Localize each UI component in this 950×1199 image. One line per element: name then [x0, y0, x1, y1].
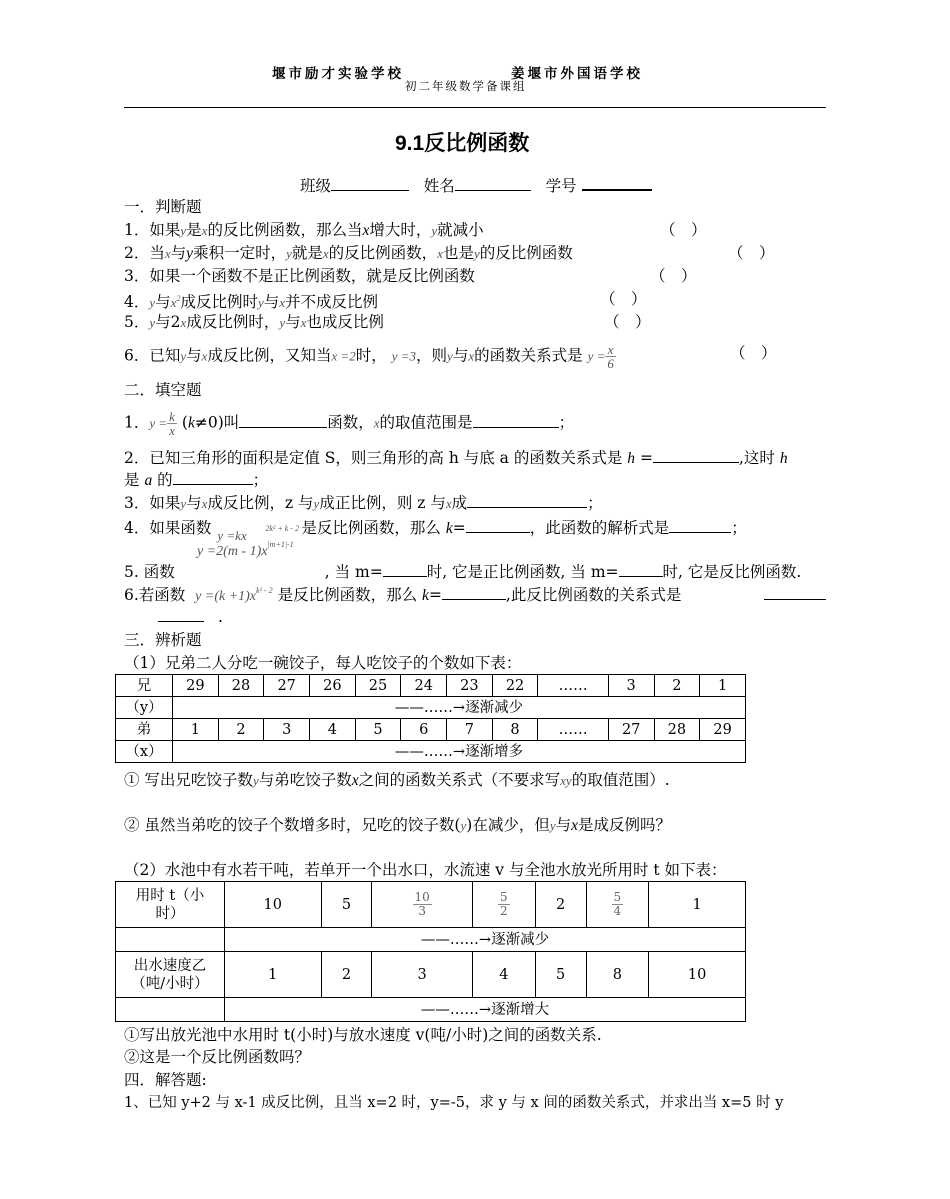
table-cell: 4: [473, 952, 536, 998]
s2-q3: 3．如果y与x成反比例，z 与y成正比例，则 z 与x成 ；: [124, 494, 603, 512]
header-school-left: 堰市励才实验学校: [272, 66, 404, 82]
s2-q5-blank-2[interactable]: [619, 562, 663, 577]
table-cell: 23: [447, 675, 493, 697]
table-cell: 2: [654, 675, 700, 697]
s2-q3-blank[interactable]: [467, 493, 587, 508]
table-cell: [116, 998, 225, 1022]
row-younger-label: 弟: [116, 719, 173, 741]
table-cell: 2: [535, 882, 586, 928]
s4-q1: 1、已知 y+2 与 x-1 成反比例，且当 x=2 时，y=-5，求 y 与 x 间的函数关系式，并求出当 x=5 时 y: [124, 1095, 784, 1111]
s2-q5-blank-1[interactable]: [383, 562, 427, 577]
table-cell: 8: [492, 719, 538, 741]
row-time-label: 用时 t（小 时）: [116, 882, 225, 928]
s2-q1: 1．y = $\frac{k}{x}$ (k≠0)叫 函数，x的取值范围是 ；: [124, 409, 575, 438]
s1-q5-answer-paren[interactable]: （ ）: [604, 313, 651, 331]
table-cell: ……: [538, 719, 608, 741]
number-blank[interactable]: [582, 175, 652, 191]
info-line: [300, 175, 652, 196]
water-table: [115, 881, 746, 1022]
table-cell: 10: [649, 952, 746, 998]
s2-q6-end: .: [218, 608, 223, 626]
trend-decreasing: ——……→逐渐减少: [225, 928, 746, 952]
s1-q4: 4．y与$x^2$成反比例时y与x并不成反比例: [124, 293, 379, 312]
table-cell: 25: [355, 675, 401, 697]
table-cell: 28: [218, 675, 264, 697]
table-cell: 27: [264, 675, 310, 697]
s2-q1-blank-2[interactable]: [473, 413, 559, 428]
number-label: 学号: [545, 177, 577, 195]
table-cell: 3: [608, 675, 654, 697]
section3-heading: 三．辨析题: [124, 631, 202, 649]
table-cell: 5: [355, 719, 401, 741]
section2-heading: 二．填空题: [124, 381, 202, 399]
row-speed-label: 出水速度乙 （吨/小时）: [116, 952, 225, 998]
row-brother-label: 兄: [116, 675, 173, 697]
s1-q6-answer-paren[interactable]: （ ）: [730, 344, 777, 362]
table-cell: 7: [447, 719, 493, 741]
page-title: 9.1反比例函数: [395, 132, 530, 155]
table-cell: 28: [654, 719, 700, 741]
s2-q1-blank-1[interactable]: [239, 413, 327, 428]
s2-q6: 6.若函数 $y =(k +1)x^{k^2 - 2}$ 是反比例函数，那么 k= ,此反比例函数的关系式是: [124, 586, 682, 604]
table-cell: 10: [225, 882, 322, 928]
header-school-right: 姜堰市外国语学校: [511, 66, 643, 82]
header-rule: [124, 107, 826, 108]
table-cell: ……: [538, 675, 608, 697]
table-cell: 1: [649, 882, 746, 928]
row-brother-sub: （y）: [116, 697, 173, 719]
s2-q2-blank-2[interactable]: [173, 470, 253, 485]
s2-q4-blank-1[interactable]: [466, 518, 530, 533]
table-cell: 6: [401, 719, 447, 741]
section4-heading: 四．解答题:: [124, 1071, 207, 1089]
table-cell: 5: [321, 882, 372, 928]
table-cell: 24: [401, 675, 447, 697]
s2-q2-line1: 2．已知三角形的面积是定值 S，则三角形的高 h 与底 a 的函数关系式是 h = ,这时 h: [124, 449, 788, 467]
table-cell: 4: [310, 719, 356, 741]
s2-q6-blank-1[interactable]: [442, 585, 506, 600]
s3-q2: ② 虽然当弟吃的饺子个数增多时，兄吃的饺子数(y)在减少，但y与x是成反例吗？: [124, 816, 672, 834]
name-blank[interactable]: [455, 176, 531, 191]
s2-q5-formula: $y =2(m - 1)x^{|m+1|-1}$: [197, 540, 294, 559]
table-cell: 3: [372, 952, 473, 998]
table-cell: 3: [264, 719, 310, 741]
row-younger-sub: （x）: [116, 741, 173, 763]
header-group: 初二年级数学备课组: [405, 79, 527, 93]
s2-q6-blank-2a[interactable]: [764, 599, 826, 600]
fraction-x-over-6: $\frac{x}{6}$: [607, 342, 614, 371]
s1-q1-answer-paren[interactable]: （ ）: [660, 221, 707, 239]
table-cell: 22: [492, 675, 538, 697]
table-cell: 2: [218, 719, 264, 741]
table-cell: 1: [225, 952, 322, 998]
s1-q3: 3．如果一个函数不是正比例函数，就是反比例函数: [124, 267, 475, 285]
s3-p1-intro: （1）兄弟二人分吃一碗饺子，每人吃饺子的个数如下表：: [124, 654, 522, 672]
table-cell: 29: [173, 675, 219, 697]
s1-q5: 5．y与2x成反比例时，y与x也成反比例: [124, 313, 384, 331]
s2-q5: 5. 函数 , 当 m= 时, 它是正比例函数, 当 m= 时, 它是反比例函数.: [124, 563, 802, 581]
s3-q3: ①写出放光池中水用时 t(小时)与放水速度 v(吨/小时)之间的函数关系.: [124, 1026, 602, 1044]
s3-p2-intro: （2）水池中有水若干吨，若单开一个出水口，水流速 v 与全池水放光所用时 t 如下表：: [124, 861, 727, 879]
s2-q2-line2: 是 a 的 ；: [124, 471, 269, 489]
trend-decreasing: ——……→逐渐减少: [173, 697, 746, 719]
trend-increasing: ——……→逐渐增大: [225, 998, 746, 1022]
s1-q4-answer-paren[interactable]: （ ）: [600, 290, 647, 308]
table-cell: $\frac{10}{3}$: [372, 882, 473, 928]
table-cell: 8: [586, 952, 649, 998]
table-cell: 2: [321, 952, 372, 998]
class-label: 班级: [300, 177, 332, 195]
table-cell: [116, 928, 225, 952]
table-cell: 1: [700, 675, 746, 697]
table-cell: 27: [608, 719, 654, 741]
s2-q2-blank-1[interactable]: [653, 448, 739, 463]
table-cell: $\frac{5}{4}$: [586, 882, 649, 928]
trend-increasing: ——……→逐渐增多: [173, 741, 746, 763]
s2-q4-blank-2[interactable]: [669, 518, 731, 533]
fraction-k-over-x: $\frac{k}{x}$: [169, 409, 175, 438]
table-cell: 5: [535, 952, 586, 998]
s1-q2-answer-paren[interactable]: （ ）: [728, 244, 775, 262]
s1-q6: 6．已知y与x成反比例，又知当x =2时， y =3，则y与x的函数关系式是 y = $\frac{x}{6}$: [124, 342, 614, 371]
section1-heading: 一．判断题: [124, 198, 202, 216]
s1-q3-answer-paren[interactable]: （ ）: [650, 267, 697, 285]
table-cell: 29: [700, 719, 746, 741]
table-cell: 26: [310, 675, 356, 697]
s3-q1: ① 写出兄吃饺子数y与弟吃饺子数x之间的函数关系式（不要求写xy的取值范围）.: [124, 771, 670, 789]
s3-q4: ②这是一个反比例函数吗？: [124, 1048, 311, 1066]
table-cell: 1: [173, 719, 219, 741]
class-blank[interactable]: [331, 176, 409, 191]
s1-q1: 1．如果y是x的反比例函数，那么当x增大时，y就减小: [124, 221, 484, 239]
s2-q6-blank-2b[interactable]: [158, 621, 204, 622]
name-label: 姓名: [423, 177, 455, 195]
s1-q2: 2．当x与y乘积一定时，y就是x的反比例函数，x也是y的反比例函数: [124, 244, 573, 262]
dumplings-table: [115, 674, 746, 763]
s2-q4: 4．如果函数 y =kx 2k² + k - 2 是反比例函数，那么 k= ，此函数的解析式是 ；: [124, 519, 747, 543]
table-cell: $\frac{5}{2}$: [473, 882, 536, 928]
